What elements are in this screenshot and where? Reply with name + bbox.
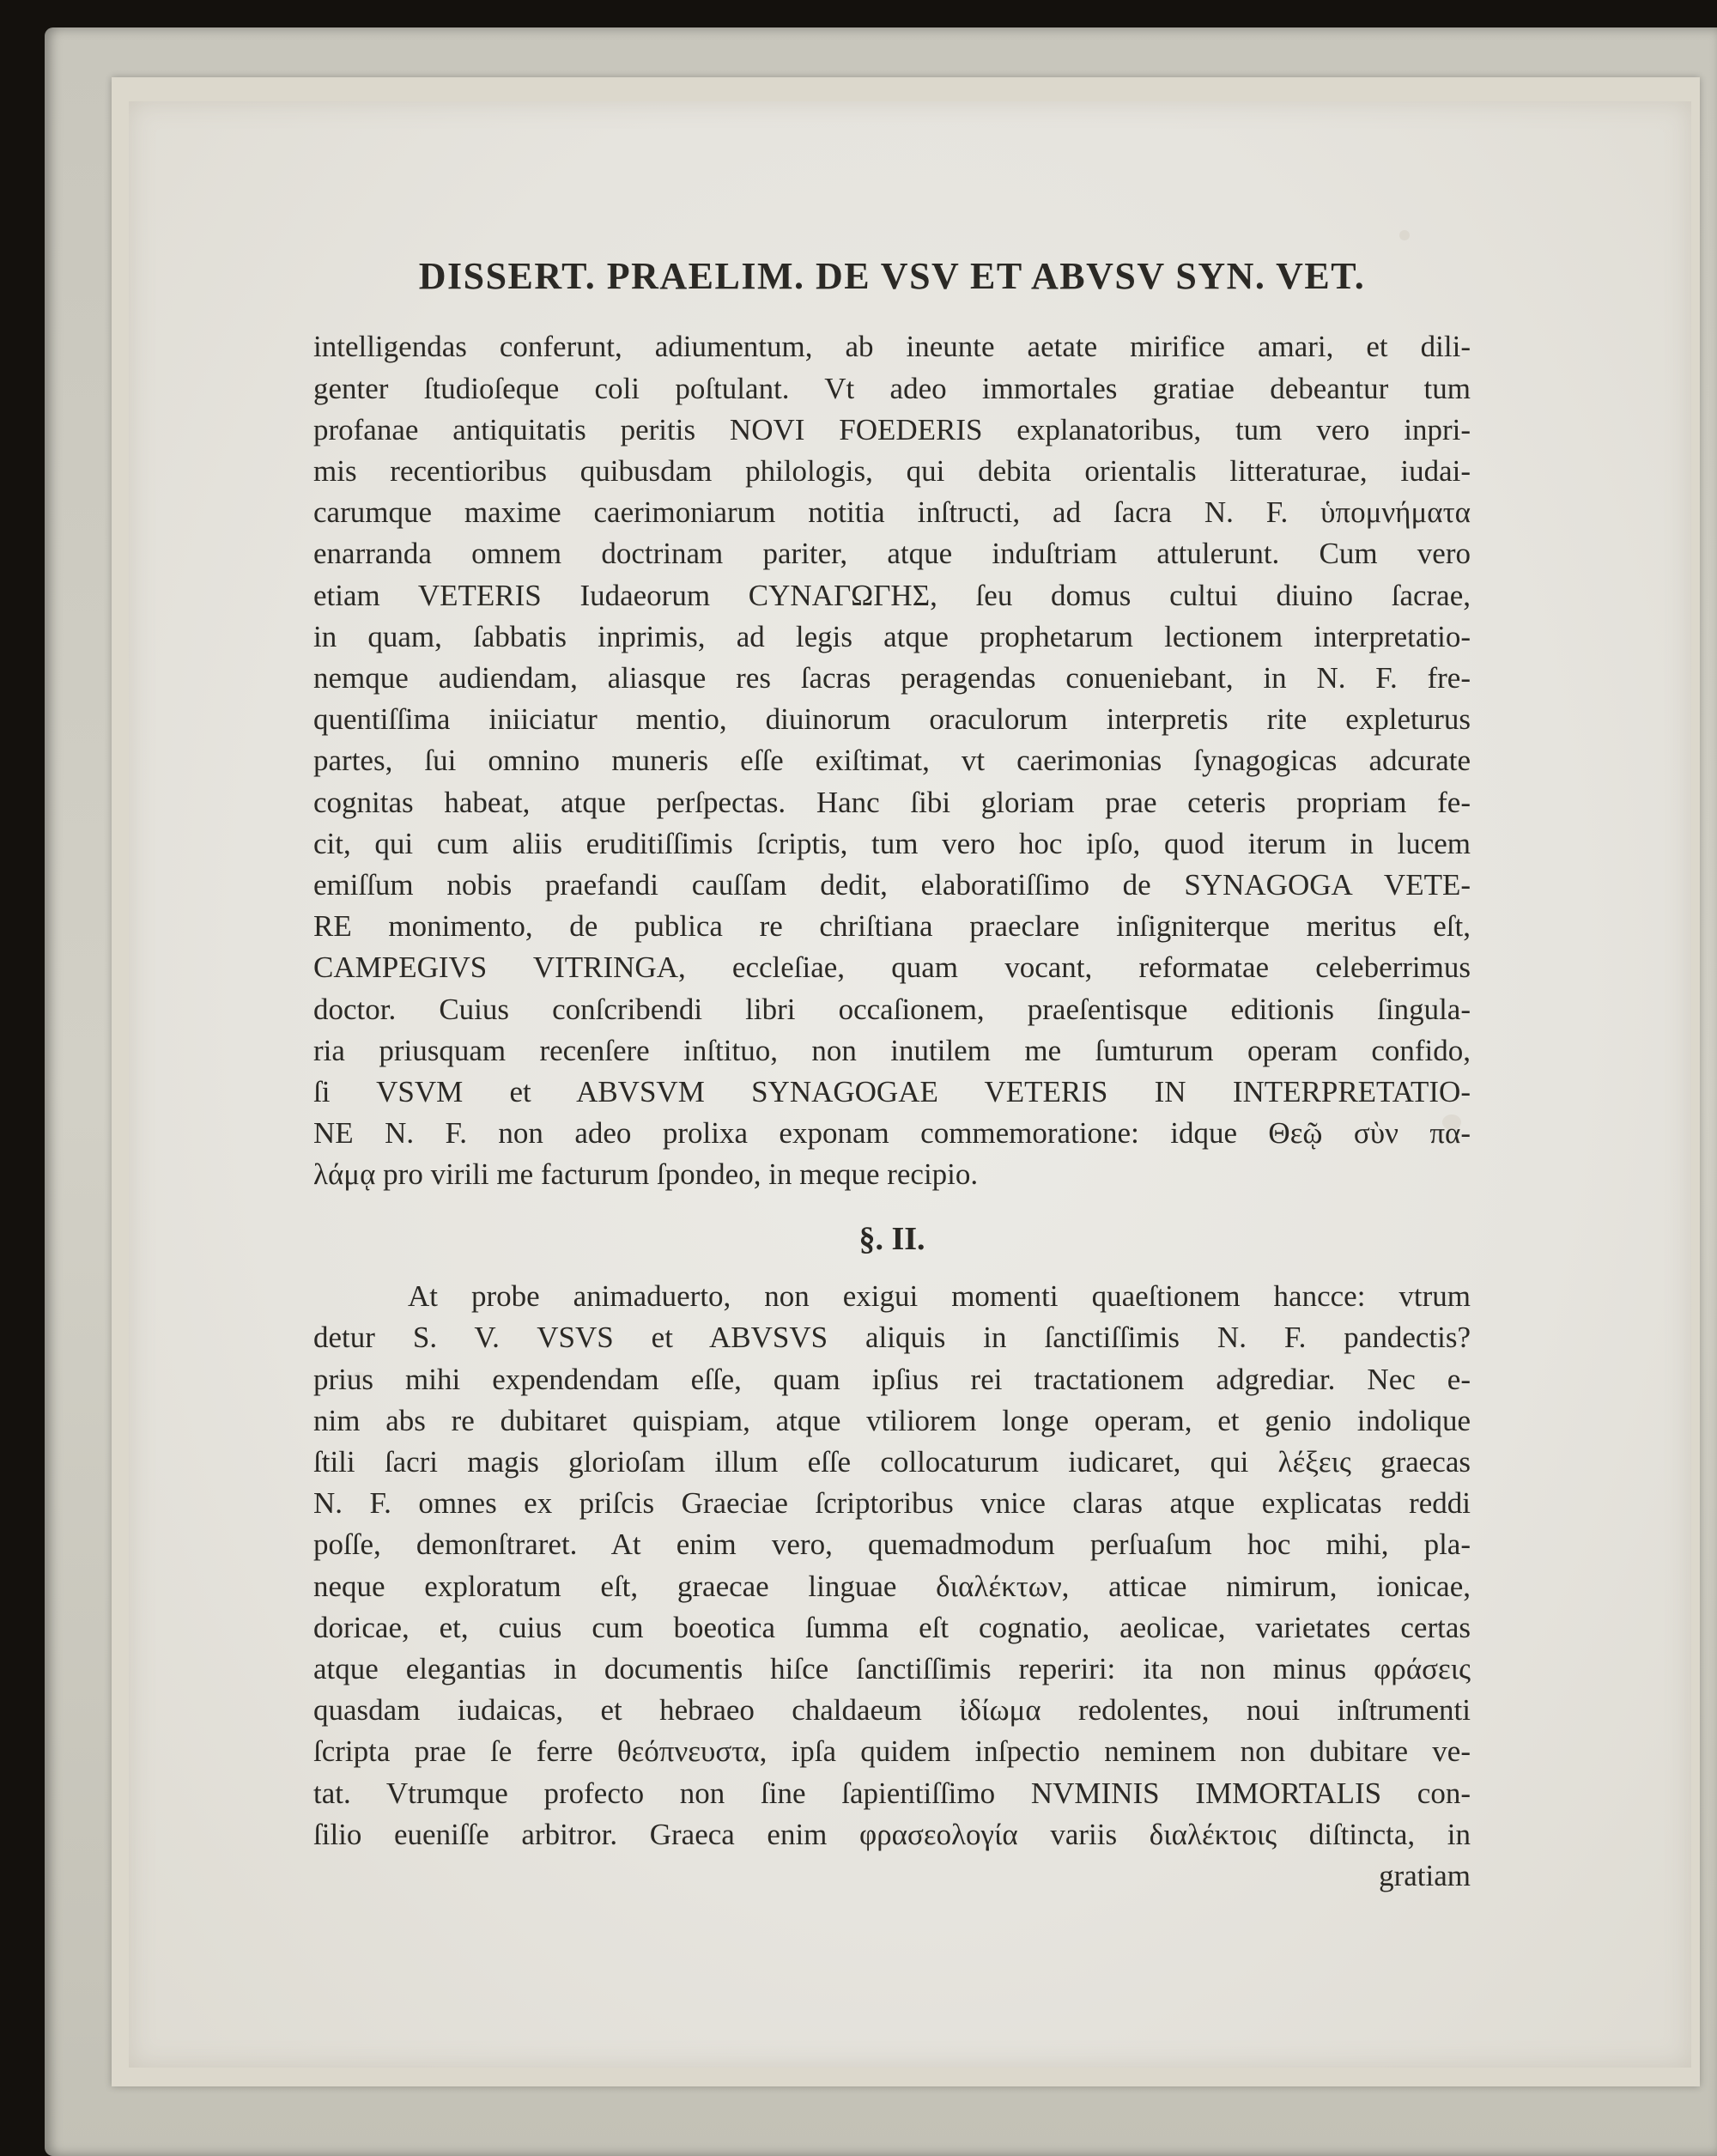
text-line: carumque maxime caerimoniarum notitia inſtructi, ad ſacra N. F. ὑπομνήματα: [313, 495, 1471, 530]
text-line: nim abs re dubitaret quispiam, atque vtiliorem longe operam, et genio indolique: [313, 1403, 1471, 1437]
text-line: At probe animaduerto, non exigui momenti quaeſtionem hancce: vtrum: [408, 1279, 1471, 1314]
text-line: cognitas habeat, atque perſpectas. Hanc ſibi gloriam prae ceteris propriam fe-: [313, 785, 1471, 819]
text-line: NE N. F. non adeo prolixa exponam commemoratione: idque Θεῷ σὺν πα-: [313, 1116, 1471, 1151]
text-line: tat. Vtrumque profecto non ſine ſapientiſſimo NVMINIS IMMORTALIS con-: [313, 1776, 1471, 1810]
text-line: λάμᾳ pro virili me facturum ſpondeo, in meque recipio.: [313, 1157, 979, 1192]
text-line: quentiſſima iniiciatur mentio, diuinorum oraculorum interpretis rite expleturus: [313, 702, 1471, 737]
text-line: partes, ſui omnino muneris eſſe exiſtimat, vt caerimonias ſynagogicas adcurate: [313, 744, 1471, 778]
text-line: ſtili ſacri magis glorioſam illum eſſe collocaturum iudicaret, qui λέξεις graecas: [313, 1445, 1471, 1479]
paragraph-2: [313, 1276, 1471, 1855]
running-head: DISSERT. PRAELIM. DE VSV ET ABVSV SYN. VET.: [418, 255, 1366, 297]
text-line: N. F. omnes ex priſcis Graeciae ſcriptoribus vnice claras atque explicatas reddi: [313, 1486, 1471, 1521]
text-line: CAMPEGIVS VITRINGA, eccleſiae, quam vocant, reformatae celeberrimus: [313, 950, 1471, 985]
text-line: cit, qui cum aliis eruditiſſimis ſcriptis, tum vero hoc ipſo, quod iterum in lucem: [313, 826, 1471, 860]
text-line: quasdam iudaicas, et hebraeo chaldaeum ἰδίωμα redolentes, noui inſtrumenti: [313, 1693, 1471, 1728]
text-line: mis recentioribus quibusdam philologis, qui debita orientalis litteraturae, iudai-: [313, 454, 1471, 488]
catchword: gratiam: [1379, 1859, 1471, 1893]
text-block: [313, 256, 1471, 1897]
text-line: atque elegantias in documentis hiſce ſanctiſſimis reperiri: ita non minus φράσεις: [313, 1652, 1471, 1686]
text-line: profanae antiquitatis peritis NOVI FOEDERIS explanatoribus, tum vero inpri-: [313, 412, 1471, 446]
foxing-spot: [1399, 230, 1410, 240]
text-line: neque exploratum eſt, graecae linguae διαλέκτων, atticae nimirum, ionicae,: [313, 1569, 1471, 1603]
text-line: ſi VSVM et ABVSVM SYNAGOGAE VETERIS IN INTERPRETATIO-: [313, 1075, 1471, 1109]
text-line: RE monimento, de publica re chriſtiana praeclare inſigniterque meritus eſt,: [313, 909, 1471, 944]
text-line: in quam, ſabbatis inprimis, ad legis atque prophetarum lectionem interpretatio-: [313, 619, 1471, 653]
text-line: poſſe, demonſtraret. At enim vero, quemadmodum perſuaſum hoc mihi, pla-: [313, 1527, 1471, 1562]
text-line: ſilio eueniſſe arbitror. Graeca enim φρασεολογία variis διαλέκτοις diſtincta, in: [313, 1817, 1471, 1851]
text-line: emiſſum nobis praefandi cauſſam dedit, elaboratiſſimo de SYNAGOGA VETE-: [313, 868, 1471, 902]
text-line: etiam VETERIS Iudaeorum CYNAΓΩΓΗΣ, ſeu domus cultui diuino ſacrae,: [313, 578, 1471, 612]
text-line: doctor. Cuius conſcribendi libri occaſionem, praeſentisque editionis ſingula-: [313, 992, 1471, 1026]
section-number: §. II.: [858, 1220, 925, 1257]
text-line: genter ſtudioſeque coli poſtulant. Vt adeo immortales gratiae debeantur tum: [313, 371, 1471, 405]
text-line: detur S. V. VSVS et ABVSVS aliquis in ſanctiſſimis N. F. pandectis?: [313, 1321, 1471, 1355]
text-line: nemque audiendam, aliasque res ſacras peragendas conueniebant, in N. F. fre-: [313, 661, 1471, 695]
text-line: ria priusquam recenſere inſtituo, non inutilem me ſumturum operam confido,: [313, 1033, 1471, 1067]
text-line: ſcripta prae ſe ferre θεόπνευστα, ipſa quidem inſpectio neminem non dubitare ve-: [313, 1734, 1471, 1769]
text-line: enarranda omnem doctrinam pariter, atque induſtriam attulerunt. Cum vero: [313, 537, 1471, 571]
text-line: doricae, et, cuius cum boeotica ſumma eſt cognatio, aeolicae, varietates certas: [313, 1610, 1471, 1644]
text-line: prius mihi expendendam eſſe, quam ipſius rei tractationem adgrediar. Nec e-: [313, 1362, 1471, 1396]
paragraph-1: [313, 326, 1471, 1195]
text-line: intelligendas conferunt, adiumentum, ab ineunte aetate mirifice amari, et dili-: [313, 330, 1471, 364]
